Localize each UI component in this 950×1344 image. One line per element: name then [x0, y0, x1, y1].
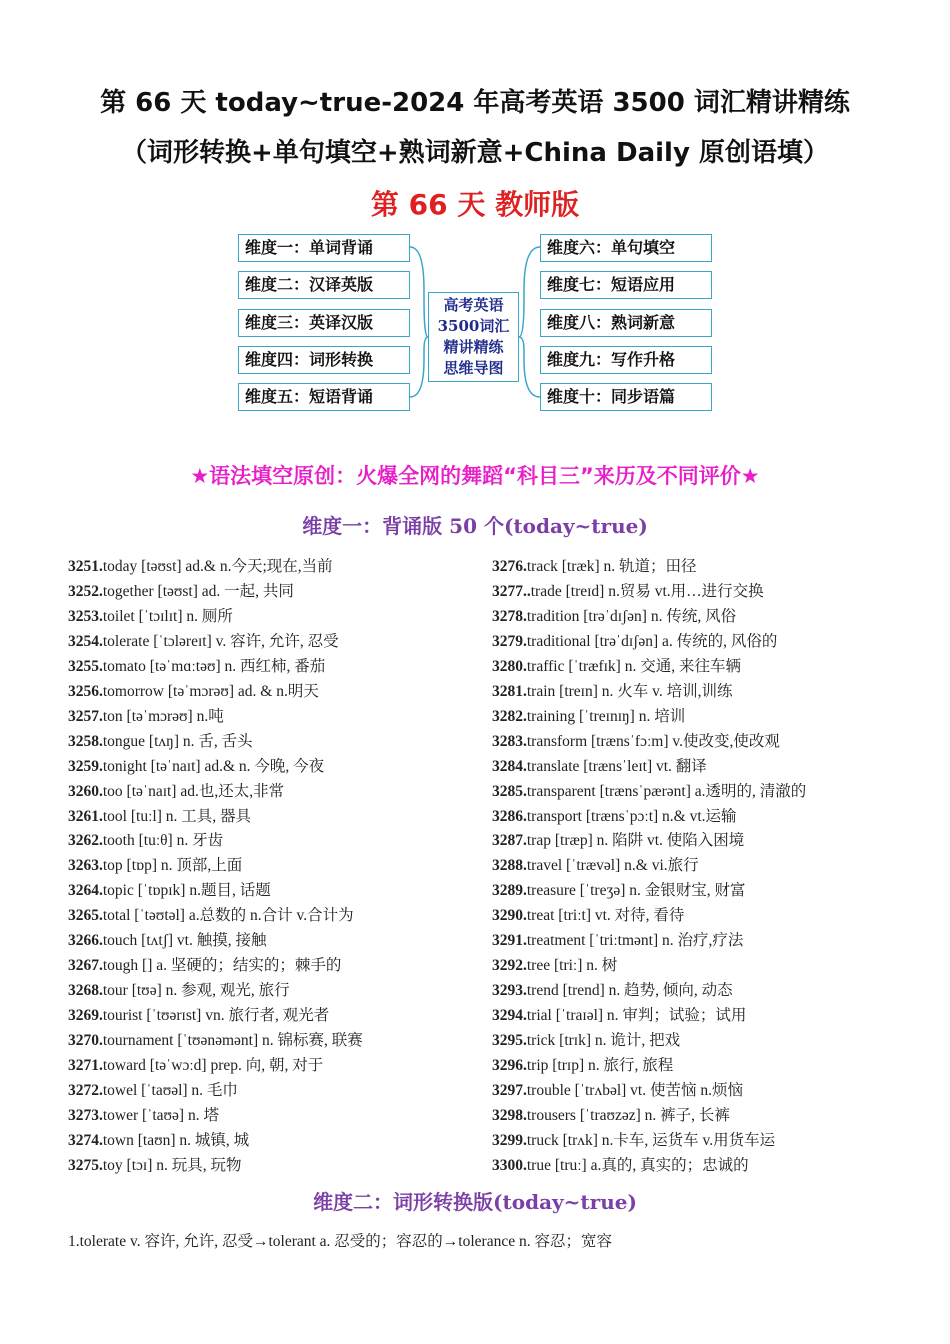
word-number: 3268.: [68, 982, 103, 1000]
word-number: 3279.: [492, 632, 527, 650]
word-entry: [68, 1029, 478, 1054]
word-entry: [68, 730, 478, 755]
word-text: too [təˈnaɪt] ad.也,还太,非常: [102, 782, 285, 800]
page-subtitle: （词形转换+单句填空+熟词新意+China Daily 原创语填）: [121, 138, 829, 168]
word-entry: [68, 555, 478, 580]
word-text: transparent [trænsˈpærənt] a.透明的, 清澈的: [526, 782, 807, 800]
word-text: training [ˈtreɪnɪŋ] n. 培训: [526, 707, 686, 725]
word-text: tree [triː] n. 树: [526, 957, 618, 975]
word-entry: [68, 630, 478, 655]
word-entry: [492, 1079, 932, 1104]
word-number: 3281.: [492, 682, 527, 700]
word-text: tomorrow [təˈmɔrəʊ] ad. & n.明天: [102, 682, 319, 700]
word-entry: [492, 730, 932, 755]
mindmap-item-dim2: 维度二：汉译英版: [238, 271, 410, 299]
word-number: 3272.: [68, 1082, 103, 1100]
word-entry: [492, 780, 932, 805]
word-text: trousers [ˈtraʊzəz] n. 裤子, 长裤: [526, 1106, 730, 1124]
word-text: traffic [ˈtræfɪk] n. 交通, 来往车辆: [526, 657, 741, 675]
word-text: town [taʊn] n. 城镇, 城: [102, 1131, 250, 1149]
word-text: tower [ˈtaʊə] n. 塔: [102, 1106, 219, 1124]
word-entry: [68, 879, 478, 904]
word-entry: [492, 904, 932, 929]
word-entry: [492, 630, 932, 655]
word-list-right: [492, 555, 932, 1179]
word-number: 3278.: [492, 607, 527, 625]
word-entry: [68, 755, 478, 780]
word-entry: [68, 1104, 478, 1129]
word-entry: [492, 755, 932, 780]
word-number: 3255.: [68, 657, 103, 675]
mindmap-item-dim6: 维度六：单句填空: [540, 234, 712, 262]
word-text: traditional [trəˈdɪʃən] a. 传统的, 风俗的: [526, 632, 778, 650]
page-title: 第 66 天 today~true-2024 年高考英语 3500 词汇精讲精练: [100, 88, 850, 118]
word-text: towel [ˈtaʊəl] n. 毛巾: [102, 1082, 238, 1100]
word-number: 3267.: [68, 957, 103, 975]
mindmap-center-line: 思维导图: [443, 359, 504, 377]
word-number: 3277..: [492, 582, 531, 600]
word-entry: [68, 580, 478, 605]
word-list-left: [68, 555, 478, 1179]
word-number: 3253.: [68, 607, 103, 625]
word-text: tourist [ˈtʊərɪst] vn. 旅行者, 观光者: [102, 1007, 330, 1025]
word-text: tolerate [ˈtɔləreɪt] v. 容许, 允许, 忍受: [102, 632, 339, 650]
word-entry: [492, 1154, 932, 1179]
word-number: 3296.: [492, 1057, 527, 1075]
word-number: 3293.: [492, 982, 527, 1000]
word-text: truck [trʌk] n.卡车, 运货车 v.用货车运: [526, 1131, 776, 1149]
word-text: treat [triːt] vt. 对待, 看待: [526, 907, 685, 925]
word-entry: [68, 829, 478, 854]
word-text: tour [tʊə] n. 参观, 观光, 旅行: [102, 982, 290, 1000]
mindmap-item-dim9: 维度九：写作升格: [540, 346, 712, 374]
word-text: top [tɒp] n. 顶部,上面: [102, 857, 243, 875]
word-text: trick [trɪk] n. 诡计, 把戏: [526, 1032, 681, 1050]
word-text: tool [tuːl] n. 工具, 器具: [102, 807, 251, 825]
word-number: 3286.: [492, 807, 527, 825]
word-text: trial [ˈtraɪəl] n. 审判；试验；试用: [526, 1007, 747, 1025]
word-entry: [492, 979, 932, 1004]
word-text: trend [trend] n. 趋势, 倾向, 动态: [526, 982, 733, 1000]
mindmap-center-line: 3500词汇: [437, 317, 510, 335]
word-text: tough [] a. 坚硬的；结实的；棘手的: [102, 957, 342, 975]
word-entry: [68, 979, 478, 1004]
word-text: transform [trænsˈfɔːm] v.使改变,使改观: [526, 732, 780, 750]
word-entry: [492, 929, 932, 954]
word-number: 3261.: [68, 807, 103, 825]
word-entry: [68, 854, 478, 879]
word-number: 3260.: [68, 782, 103, 800]
mindmap-item-dim1: 维度一：单词背诵: [238, 234, 410, 262]
word-text: train [treɪn] n. 火车 v. 培训,训练: [526, 682, 733, 700]
word-number: 3251.: [68, 558, 103, 575]
word-number: 3254.: [68, 632, 103, 650]
mindmap-center-line: 精讲精练: [443, 338, 504, 356]
word-text: ton [təˈmɔrəʊ] n.吨: [102, 707, 224, 725]
word-number: 3291.: [492, 932, 527, 950]
word-number: 3258.: [68, 732, 103, 750]
word-text: tomato [təˈmɑːtəʊ] n. 西红柿, 番茄: [102, 657, 326, 675]
word-entry: [492, 879, 932, 904]
word-text: tradition [trəˈdɪʃən] n. 传统, 风俗: [526, 607, 737, 625]
word-text: translate [trænsˈleɪt] vt. 翻译: [526, 757, 707, 775]
word-text: today [təʊst] ad.& n.今天;现在,当前: [102, 558, 333, 575]
word-number: 3259.: [68, 757, 103, 775]
word-text: treasure [ˈtreʒə] n. 金银财宝, 财富: [526, 882, 746, 900]
word-number: 3283.: [492, 732, 527, 750]
word-entry: [68, 1004, 478, 1029]
word-text: transport [trænsˈpɔːt] n.& vt.运输: [526, 807, 737, 825]
word-number: 3298.: [492, 1106, 527, 1124]
word-entry: [492, 829, 932, 854]
word-text: topic [ˈtɒpɪk] n.题目, 话题: [102, 882, 271, 900]
word-text: track [træk] n. 轨道；田径: [526, 558, 697, 575]
word-entry: [68, 680, 478, 705]
word-entry: [68, 1079, 478, 1104]
word-entry: [492, 655, 932, 680]
word-entry: [68, 954, 478, 979]
word-entry: [492, 555, 932, 580]
word-text: treatment [ˈtriːtmənt] n. 治疗,疗法: [526, 932, 744, 950]
word-number: 3287.: [492, 832, 527, 850]
word-entry: [68, 605, 478, 630]
word-entry: [68, 780, 478, 805]
word-text: toy [tɔɪ] n. 玩具, 玩物: [102, 1156, 242, 1174]
word-entry: [68, 655, 478, 680]
word-text: trouble [ˈtrʌbəl] vt. 使苦恼 n.烦恼: [526, 1082, 743, 1100]
word-number: 3299.: [492, 1131, 527, 1149]
word-number: 3290.: [492, 907, 527, 925]
word-text: tooth [tuːθ] n. 牙齿: [102, 832, 224, 850]
word-entry: [68, 904, 478, 929]
word-text: trip [trɪp] n. 旅行, 旅程: [526, 1057, 674, 1075]
mindmap-center: [428, 292, 519, 382]
word-number: 3256.: [68, 682, 103, 700]
word-text: trade [treɪd] n.贸易 vt.用…进行交换: [530, 582, 764, 600]
word-entry: [68, 805, 478, 830]
word-entry: [492, 805, 932, 830]
word-text: toilet [ˈtɔɪlɪt] n. 厕所: [102, 607, 233, 625]
word-entry: [68, 1054, 478, 1079]
mindmap-item-dim3: 维度三：英译汉版: [238, 309, 410, 337]
mindmap-item-dim5: 维度五：短语背诵: [238, 383, 410, 411]
section-heading-dim1: 维度一：背诵版 50 个(today~true): [302, 514, 648, 538]
word-number: 3270.: [68, 1032, 103, 1050]
mindmap-item-dim7: 维度七：短语应用: [540, 271, 712, 299]
section-heading-dim2: 维度二：词形转换版(today~true): [313, 1190, 637, 1214]
word-entry: [492, 580, 932, 605]
word-entry: [492, 954, 932, 979]
word-number: 3282.: [492, 707, 527, 725]
word-entry: [68, 705, 478, 730]
word-text: trap [træp] n. 陷阱 vt. 使陷入困境: [526, 832, 745, 850]
word-text: travel [ˈtrævəl] n.& vi.旅行: [526, 857, 699, 875]
word-number: 3280.: [492, 657, 527, 675]
word-entry: [492, 680, 932, 705]
word-form-line: 1.tolerate v. 容许, 允许, 忍受→tolerant a. 忍受的；容忍的→tolerance n. 容忍；宽容: [68, 1233, 612, 1250]
word-number: 3262.: [68, 832, 103, 850]
word-number: 3275.: [68, 1156, 103, 1174]
word-text: together [təʊst] ad. 一起, 共同: [102, 582, 294, 600]
mindmap-item-dim8: 维度八：熟词新意: [540, 309, 712, 337]
word-text: touch [tʌtʃ] vt. 触摸, 接触: [102, 932, 267, 950]
word-text: toward [təˈwɔːd] prep. 向, 朝, 对于: [102, 1057, 324, 1075]
word-entry: [492, 1004, 932, 1029]
word-entry: [68, 929, 478, 954]
word-entry: [492, 1029, 932, 1054]
word-entry: [492, 1104, 932, 1129]
promo-heading: ★语法填空原创：火爆全网的舞蹈“科目三”来历及不同评价★: [190, 464, 760, 488]
word-number: 3257.: [68, 707, 103, 725]
word-entry: [68, 1154, 478, 1179]
word-number: 3294.: [492, 1007, 527, 1025]
word-text: tongue [tʌŋ] n. 舌, 舌头: [102, 732, 253, 750]
word-number: 3271.: [68, 1057, 103, 1075]
word-entry: [492, 854, 932, 879]
word-number: 3274.: [68, 1131, 103, 1149]
word-text: tournament [ˈtʊənəmənt] n. 锦标赛, 联赛: [102, 1032, 363, 1050]
word-number: 3264.: [68, 882, 103, 900]
word-entry: [492, 1054, 932, 1079]
word-number: 3273.: [68, 1106, 103, 1124]
word-number: 3252.: [68, 582, 103, 600]
word-number: 3266.: [68, 932, 103, 950]
word-entry: [492, 1129, 932, 1154]
word-number: 3292.: [492, 957, 527, 975]
word-entry: [68, 1129, 478, 1154]
mindmap-item-dim4: 维度四：词形转换: [238, 346, 410, 374]
word-number: 3288.: [492, 857, 527, 875]
word-number: 3289.: [492, 882, 527, 900]
word-number: 3300.: [492, 1156, 527, 1174]
mindmap-item-dim10: 维度十：同步语篇: [540, 383, 712, 411]
word-number: 3284.: [492, 757, 527, 775]
word-entry: [492, 605, 932, 630]
word-number: 3269.: [68, 1007, 103, 1025]
word-number: 3285.: [492, 782, 527, 800]
word-number: 3265.: [68, 907, 103, 925]
word-entry: [492, 705, 932, 730]
word-number: 3263.: [68, 857, 103, 875]
word-number: 3295.: [492, 1032, 527, 1050]
word-text: true [truː] a.真的, 真实的；忠诚的: [526, 1156, 749, 1174]
word-text: tonight [təˈnaɪt] ad.& n. 今晚, 今夜: [102, 757, 325, 775]
edition-title: 第 66 天 教师版: [370, 188, 580, 221]
word-number: 3297.: [492, 1082, 527, 1100]
mindmap-center-line: 高考英语: [443, 296, 504, 314]
word-text: total [ˈtəʊtəl] a.总数的 n.合计 v.合计为: [102, 907, 354, 925]
word-number: 3276.: [492, 558, 527, 575]
